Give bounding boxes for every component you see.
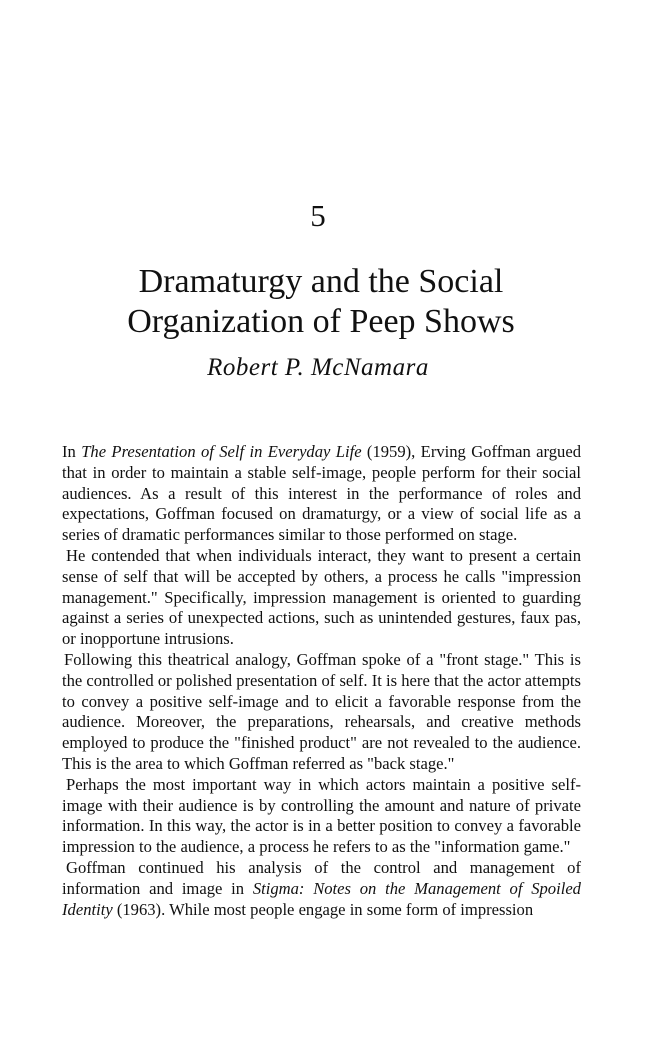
paragraph-4-text: Perhaps the most important way in which actors maintain a positive self-image with their audience is by controlling the amount and nature of private information. In this way, the actor is in a better position to convey a favorable impression to the audience, a process he refers to as the "information game." — [62, 774, 581, 857]
book-title-stigma: Stigma: Notes on the Management of Spoiled Identity — [62, 878, 581, 919]
paragraph-4 — [62, 775, 581, 858]
author-name: Robert P. McNamara — [207, 354, 429, 381]
chapter-number: 5 — [310, 198, 326, 233]
chapter-title — [0, 262, 642, 342]
paragraph-3-text: Following this theatrical analogy, Goffman spoke of a "front stage." This is the controlled or polished presentation of self. It is here that the actor attempts to convey a positive self-image and to elicit a favorable response from the audience. Moreover, the preparations, rehearsals, and creative methods employed to produce the "finished product" are not revealed to the audience. This is the area to which Goffman referred as "back stage." — [62, 649, 581, 773]
paragraph-2-text: He contended that when individuals interact, they want to present a certain sense of self that will be accepted by others, a process he calls "impression management." Specifically, impression management is oriented to guarding against a series of unexpected actions, such as unintended gestures, faux pas, or inopportune intrusions. — [62, 545, 581, 649]
paragraph-5-text-continued: (1963). While most people engage in some form of impression — [112, 899, 534, 919]
paragraph-1 — [62, 442, 581, 546]
book-title-presentation-of-self: The Presentation of Self in Everyday Life — [81, 442, 362, 461]
paragraph-5 — [62, 858, 581, 920]
chapter-title-line-1: Dramaturgy and the Social — [138, 263, 504, 300]
paragraph-5-text: Goffman continued his analysis of the control and management of information and image in — [62, 857, 581, 898]
paragraph-3 — [62, 650, 581, 775]
body-text — [62, 442, 581, 920]
paragraph-2 — [62, 546, 581, 650]
paragraph-1-text-continued: (1959), Erving Goffman argued that in order to maintain a stable self-image, people perform for their social audiences. As a result of this interest in the performance of roles and expectations, Goffman focused on dramaturgy, or a view of social life as a series of dramatic performances similar to those performed on stage. — [62, 442, 582, 545]
chapter-title-line-2: Organization of Peep Shows — [127, 303, 515, 340]
paragraph-1-text: In — [62, 442, 82, 461]
